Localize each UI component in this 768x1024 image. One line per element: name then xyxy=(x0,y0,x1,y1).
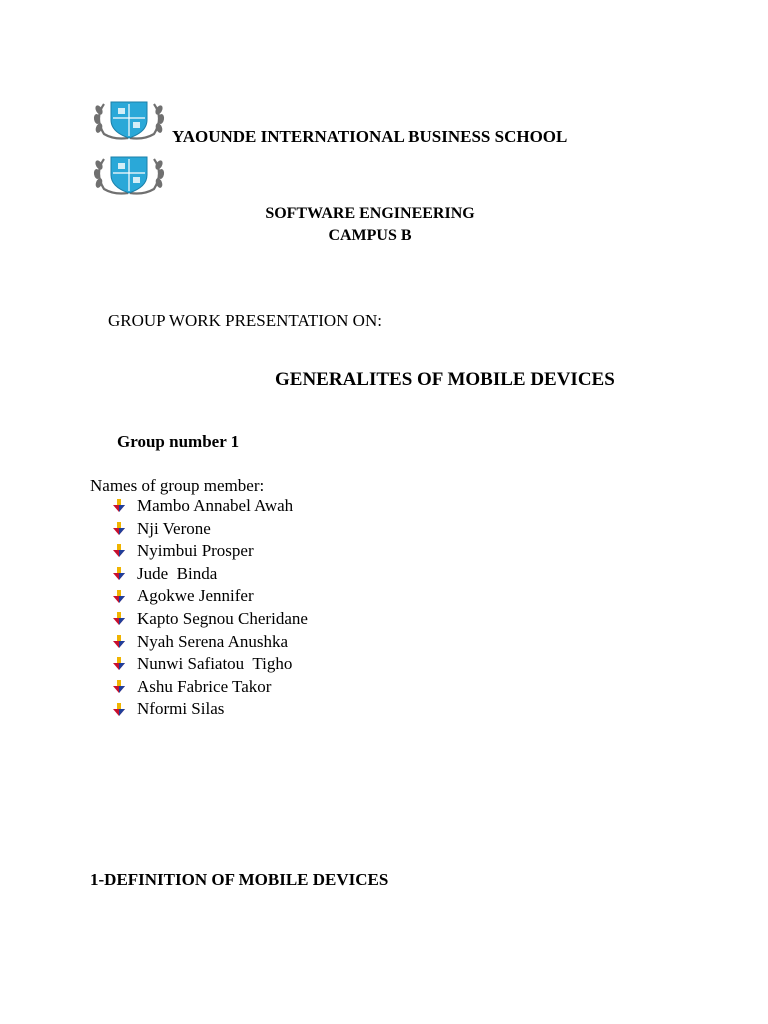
arrow-bullet-icon xyxy=(112,522,126,536)
school-crest-icon xyxy=(90,98,168,144)
list-item xyxy=(110,676,308,699)
member-name: Nyimbui Prosper xyxy=(137,541,254,561)
member-name: Nformi Silas xyxy=(137,699,225,719)
member-name: Ashu Fabrice Takor xyxy=(137,676,272,696)
list-item xyxy=(110,698,308,721)
arrow-bullet-icon xyxy=(112,635,126,649)
list-item xyxy=(110,563,308,586)
list-item xyxy=(110,518,308,541)
arrow-bullet-icon xyxy=(112,567,126,581)
list-item xyxy=(110,495,308,518)
member-name: Agokwe Jennifer xyxy=(137,586,254,606)
list-item xyxy=(110,631,308,654)
school-name: YAOUNDE INTERNATIONAL BUSINESS SCHOOL xyxy=(172,127,568,146)
members-list xyxy=(110,495,308,721)
member-name: Jude Binda xyxy=(137,563,218,583)
member-name: Nji Verone xyxy=(137,518,211,538)
members-label: Names of group member: xyxy=(90,476,265,495)
department-heading: SOFTWARE ENGINEERING xyxy=(265,205,475,222)
campus-heading: CAMPUS B xyxy=(328,227,412,244)
school-crest-icon xyxy=(90,153,168,199)
list-item xyxy=(110,585,308,608)
list-item xyxy=(110,653,308,676)
member-name: Kapto Segnou Cheridane xyxy=(137,608,308,628)
list-item xyxy=(110,608,308,631)
member-name: Nunwi Safiatou Tigho xyxy=(137,654,293,674)
arrow-bullet-icon xyxy=(112,612,126,626)
arrow-bullet-icon xyxy=(112,499,126,513)
list-item xyxy=(110,540,308,563)
member-name: Mambo Annabel Awah xyxy=(137,496,294,515)
section-heading: 1-DEFINITION OF MOBILE DEVICES xyxy=(90,870,389,889)
arrow-bullet-icon xyxy=(112,657,126,671)
group-number: Group number 1 xyxy=(117,432,240,451)
arrow-bullet-icon xyxy=(112,544,126,558)
page-title: GENERALITES OF MOBILE DEVICES xyxy=(275,369,615,390)
presentation-label: GROUP WORK PRESENTATION ON: xyxy=(108,311,382,330)
arrow-bullet-icon xyxy=(112,703,126,717)
member-name: Nyah Serena Anushka xyxy=(137,631,289,651)
arrow-bullet-icon xyxy=(112,680,126,694)
arrow-bullet-icon xyxy=(112,590,126,604)
